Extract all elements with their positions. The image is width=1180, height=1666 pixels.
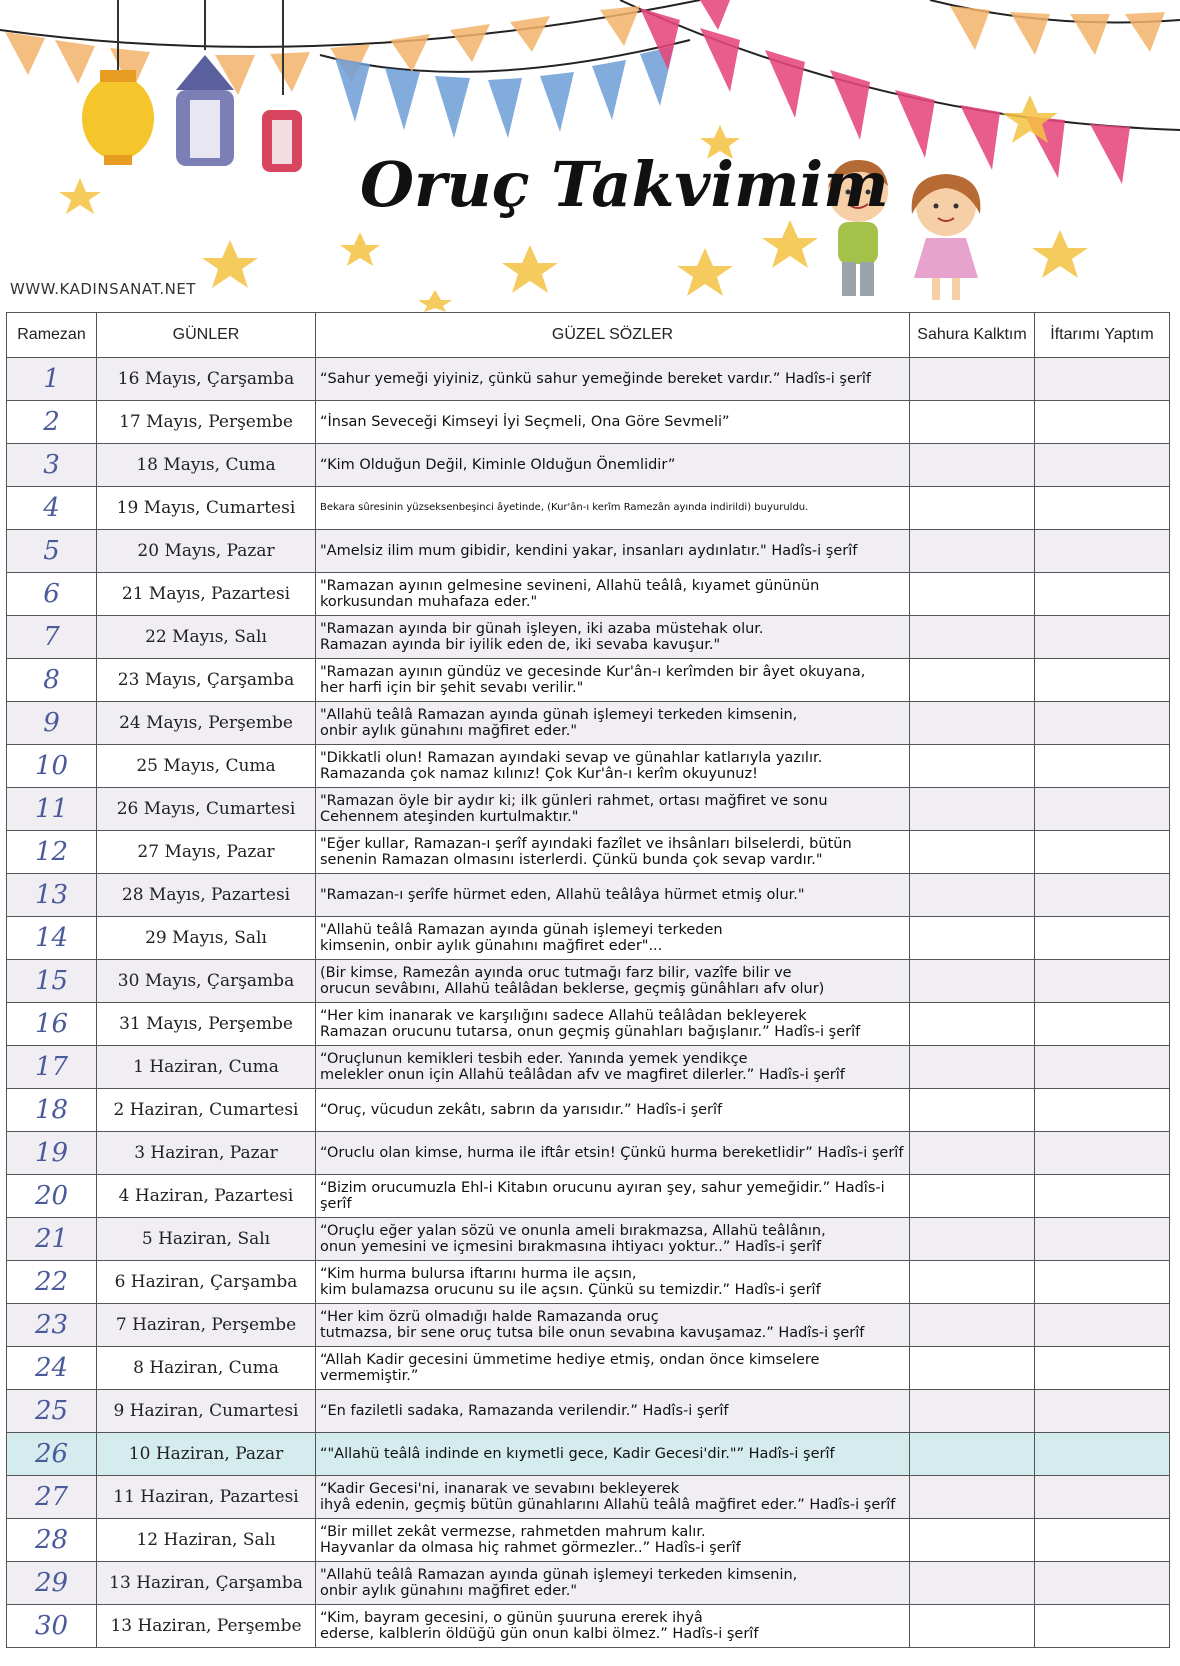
day-number: 17 bbox=[7, 1046, 97, 1089]
day-number: 6 bbox=[7, 573, 97, 616]
quote-cell: "Allahü teâlâ Ramazan ayında günah işlemeyi terkeden kimsenin, onbir aylık günahını mağfiret eder." bbox=[316, 702, 910, 745]
date-cell: 6 Haziran, Çarşamba bbox=[97, 1261, 316, 1304]
day-number: 8 bbox=[7, 659, 97, 702]
sahur-checkbox-cell[interactable] bbox=[910, 1046, 1035, 1089]
iftar-checkbox-cell[interactable] bbox=[1035, 444, 1170, 487]
date-cell: 27 Mayıs, Pazar bbox=[97, 831, 316, 874]
sahur-checkbox-cell[interactable] bbox=[910, 1089, 1035, 1132]
day-number: 19 bbox=[7, 1132, 97, 1175]
quote-cell: “Kim hurma bulursa iftarını hurma ile açsın, kim bulamazsa orucunu su ile açsın. Çünkü su temizdir.” Hadîs-i şerîf bbox=[316, 1261, 910, 1304]
day-number: 9 bbox=[7, 702, 97, 745]
day-number: 16 bbox=[7, 1003, 97, 1046]
sahur-checkbox-cell[interactable] bbox=[910, 1605, 1035, 1648]
table-row bbox=[7, 1218, 1170, 1261]
date-cell: 30 Mayıs, Çarşamba bbox=[97, 960, 316, 1003]
day-number: 29 bbox=[7, 1562, 97, 1605]
day-number: 23 bbox=[7, 1304, 97, 1347]
quote-cell: “Oruç, vücudun zekâtı, sabrın da yarısıdır.” Hadîs-i şerîf bbox=[316, 1089, 910, 1132]
sahur-checkbox-cell[interactable] bbox=[910, 702, 1035, 745]
day-number: 14 bbox=[7, 917, 97, 960]
date-cell: 20 Mayıs, Pazar bbox=[97, 530, 316, 573]
sahur-checkbox-cell[interactable] bbox=[910, 530, 1035, 573]
iftar-checkbox-cell[interactable] bbox=[1035, 530, 1170, 573]
sahur-checkbox-cell[interactable] bbox=[910, 1304, 1035, 1347]
day-number: 30 bbox=[7, 1605, 97, 1648]
table-row bbox=[7, 616, 1170, 659]
quote-cell: Bekara sûresinin yüzseksenbeşinci âyetinde, (Kur'ân-ı kerîm Ramezân ayında indirildi) buyuruldu. bbox=[316, 487, 910, 530]
iftar-checkbox-cell[interactable] bbox=[1035, 1089, 1170, 1132]
header-iftar: İftarımı Yaptım bbox=[1035, 313, 1170, 358]
sahur-checkbox-cell[interactable] bbox=[910, 745, 1035, 788]
iftar-checkbox-cell[interactable] bbox=[1035, 358, 1170, 401]
iftar-checkbox-cell[interactable] bbox=[1035, 1605, 1170, 1648]
date-cell: 7 Haziran, Perşembe bbox=[97, 1304, 316, 1347]
sahur-checkbox-cell[interactable] bbox=[910, 917, 1035, 960]
date-cell: 28 Mayıs, Pazartesi bbox=[97, 874, 316, 917]
iftar-checkbox-cell[interactable] bbox=[1035, 960, 1170, 1003]
header-ramazan: Ramezan bbox=[7, 313, 97, 358]
iftar-checkbox-cell[interactable] bbox=[1035, 788, 1170, 831]
quote-cell: “Oruçlunun kemikleri tesbih eder. Yanında yemek yendikçe melekler onun için Allahü teâlâdan afv ve magfiret dilerler.” Hadîs-i şerîf bbox=[316, 1046, 910, 1089]
quote-cell: “İnsan Seveceği Kimseyi İyi Seçmeli, Ona Göre Sevmeli” bbox=[316, 401, 910, 444]
table-row bbox=[7, 1261, 1170, 1304]
table-row bbox=[7, 1046, 1170, 1089]
table-row bbox=[7, 1562, 1170, 1605]
sahur-checkbox-cell[interactable] bbox=[910, 1562, 1035, 1605]
iftar-checkbox-cell[interactable] bbox=[1035, 917, 1170, 960]
iftar-checkbox-cell[interactable] bbox=[1035, 745, 1170, 788]
day-number: 7 bbox=[7, 616, 97, 659]
date-cell: 18 Mayıs, Cuma bbox=[97, 444, 316, 487]
day-number: 20 bbox=[7, 1175, 97, 1218]
iftar-checkbox-cell[interactable] bbox=[1035, 1476, 1170, 1519]
sahur-checkbox-cell[interactable] bbox=[910, 1132, 1035, 1175]
calendar-body bbox=[7, 358, 1170, 1648]
iftar-checkbox-cell[interactable] bbox=[1035, 1433, 1170, 1476]
quote-cell: "Ramazan ayının gündüz ve gecesinde Kur'ân-ı kerîmden bir âyet okuyana, her harfi için bir şehit sevabı verilir." bbox=[316, 659, 910, 702]
date-cell: 21 Mayıs, Pazartesi bbox=[97, 573, 316, 616]
table-row bbox=[7, 1132, 1170, 1175]
table-row bbox=[7, 444, 1170, 487]
table-row bbox=[7, 1476, 1170, 1519]
day-number: 27 bbox=[7, 1476, 97, 1519]
date-cell: 2 Haziran, Cumartesi bbox=[97, 1089, 316, 1132]
iftar-checkbox-cell[interactable] bbox=[1035, 659, 1170, 702]
quote-cell: "Ramazan öyle bir aydır ki; ilk günleri rahmet, ortası mağfiret ve sonu Cehennem ateşinden kurtulmaktır." bbox=[316, 788, 910, 831]
day-number: 3 bbox=[7, 444, 97, 487]
iftar-checkbox-cell[interactable] bbox=[1035, 487, 1170, 530]
date-cell: 19 Mayıs, Cumartesi bbox=[97, 487, 316, 530]
quote-cell: "Ramazan ayının gelmesine sevineni, Allahü teâlâ, kıyamet gününün korkusundan muhafaza eder." bbox=[316, 573, 910, 616]
iftar-checkbox-cell[interactable] bbox=[1035, 1175, 1170, 1218]
quote-cell: “Kadir Gecesi'ni, inanarak ve sevabını bekleyerek ihyâ edenin, geçmiş bütün günahlarını Allahü teâlâ mağfiret eder.” Hadîs-i şerîf bbox=[316, 1476, 910, 1519]
sahur-checkbox-cell[interactable] bbox=[910, 573, 1035, 616]
quote-cell: “En faziletli sadaka, Ramazanda verilendir.” Hadîs-i şerîf bbox=[316, 1390, 910, 1433]
sahur-checkbox-cell[interactable] bbox=[910, 358, 1035, 401]
quote-cell: “Allah Kadir gecesini ümmetime hediye etmiş, ondan önce kimselere vermemiştir.” bbox=[316, 1347, 910, 1390]
table-row bbox=[7, 487, 1170, 530]
date-cell: 9 Haziran, Cumartesi bbox=[97, 1390, 316, 1433]
table-row bbox=[7, 1089, 1170, 1132]
date-cell: 3 Haziran, Pazar bbox=[97, 1132, 316, 1175]
quote-cell: “Oruçlu eğer yalan sözü ve onunla ameli bırakmazsa, Allahü teâlânın, onun yemesini ve içmesini bırakmasına ihtiyacı yoktur..” Hadîs-i şerîf bbox=[316, 1218, 910, 1261]
day-number: 26 bbox=[7, 1433, 97, 1476]
day-number: 25 bbox=[7, 1390, 97, 1433]
date-cell: 13 Haziran, Çarşamba bbox=[97, 1562, 316, 1605]
iftar-checkbox-cell[interactable] bbox=[1035, 1390, 1170, 1433]
iftar-checkbox-cell[interactable] bbox=[1035, 1218, 1170, 1261]
table-row bbox=[7, 874, 1170, 917]
iftar-checkbox-cell[interactable] bbox=[1035, 573, 1170, 616]
quote-cell: “Kim, bayram gecesini, o günün şuuruna ererek ihyâ ederse, kalblerin öldüğü gün onun kalbi ölmez.” Hadîs-i şerîf bbox=[316, 1605, 910, 1648]
date-cell: 22 Mayıs, Salı bbox=[97, 616, 316, 659]
header-row bbox=[7, 313, 1170, 358]
date-cell: 4 Haziran, Pazartesi bbox=[97, 1175, 316, 1218]
date-cell: 8 Haziran, Cuma bbox=[97, 1347, 316, 1390]
calendar-table bbox=[6, 312, 1170, 1648]
date-cell: 11 Haziran, Pazartesi bbox=[97, 1476, 316, 1519]
sahur-checkbox-cell[interactable] bbox=[910, 659, 1035, 702]
date-cell: 5 Haziran, Salı bbox=[97, 1218, 316, 1261]
iftar-checkbox-cell[interactable] bbox=[1035, 874, 1170, 917]
date-cell: 26 Mayıs, Cumartesi bbox=[97, 788, 316, 831]
date-cell: 1 Haziran, Cuma bbox=[97, 1046, 316, 1089]
sahur-checkbox-cell[interactable] bbox=[910, 831, 1035, 874]
quote-cell: “Sahur yemeği yiyiniz, çünkü sahur yemeğinde bereket vardır.” Hadîs-i şerîf bbox=[316, 358, 910, 401]
table-row bbox=[7, 745, 1170, 788]
day-number: 5 bbox=[7, 530, 97, 573]
date-cell: 12 Haziran, Salı bbox=[97, 1519, 316, 1562]
table-row bbox=[7, 1003, 1170, 1046]
table-row bbox=[7, 659, 1170, 702]
table-row bbox=[7, 573, 1170, 616]
quote-cell: "Dikkatli olun! Ramazan ayındaki sevap ve günahlar katlarıyla yazılır. Ramazanda çok namaz kılınız! Çok Kur'ân-ı kerîm okuyunuz! bbox=[316, 745, 910, 788]
iftar-checkbox-cell[interactable] bbox=[1035, 1519, 1170, 1562]
day-number: 28 bbox=[7, 1519, 97, 1562]
quote-cell: “Her kim inanarak ve karşılığını sadece Allahü teâlâdan bekleyerek Ramazan orucunu tutarsa, onun geçmiş günahları bağışlanır.” Hadîs-i şerîf bbox=[316, 1003, 910, 1046]
sahur-checkbox-cell[interactable] bbox=[910, 1476, 1035, 1519]
header-gunler: GÜNLER bbox=[97, 313, 316, 358]
quote-cell: “Bir millet zekât vermezse, rahmetden mahrum kalır. Hayvanlar da olmasa hiç rahmet görmezler..” Hadîs-i şerîf bbox=[316, 1519, 910, 1562]
page-title: Oruç Takvimim bbox=[360, 148, 889, 221]
day-number: 24 bbox=[7, 1347, 97, 1390]
quote-cell: “Kim Olduğun Değil, Kiminle Olduğun Önemlidir” bbox=[316, 444, 910, 487]
iftar-checkbox-cell[interactable] bbox=[1035, 1261, 1170, 1304]
table-row bbox=[7, 1519, 1170, 1562]
date-cell: 25 Mayıs, Cuma bbox=[97, 745, 316, 788]
sahur-checkbox-cell[interactable] bbox=[910, 1261, 1035, 1304]
sahur-checkbox-cell[interactable] bbox=[910, 1519, 1035, 1562]
table-row bbox=[7, 530, 1170, 573]
quote-cell: "Eğer kullar, Ramazan-ı şerîf ayındaki fazîlet ve ihsânları bilselerdi, bütün senenin Ramazan olmasını isterlerdi. Çünkü bunda çok sevap vardır." bbox=[316, 831, 910, 874]
date-cell: 17 Mayıs, Perşembe bbox=[97, 401, 316, 444]
sahur-checkbox-cell[interactable] bbox=[910, 788, 1035, 831]
iftar-checkbox-cell[interactable] bbox=[1035, 1304, 1170, 1347]
iftar-checkbox-cell[interactable] bbox=[1035, 702, 1170, 745]
quote-cell: “Oruclu olan kimse, hurma ile iftâr etsin! Çünkü hurma bereketlidir” Hadîs-i şerîf bbox=[316, 1132, 910, 1175]
date-cell: 29 Mayıs, Salı bbox=[97, 917, 316, 960]
date-cell: 10 Haziran, Pazar bbox=[97, 1433, 316, 1476]
sahur-checkbox-cell[interactable] bbox=[910, 487, 1035, 530]
sahur-checkbox-cell[interactable] bbox=[910, 1003, 1035, 1046]
sahur-checkbox-cell[interactable] bbox=[910, 616, 1035, 659]
iftar-checkbox-cell[interactable] bbox=[1035, 1046, 1170, 1089]
table-row bbox=[7, 1304, 1170, 1347]
iftar-checkbox-cell[interactable] bbox=[1035, 1347, 1170, 1390]
iftar-checkbox-cell[interactable] bbox=[1035, 831, 1170, 874]
header-banner bbox=[0, 0, 1180, 312]
sahur-checkbox-cell[interactable] bbox=[910, 1390, 1035, 1433]
quote-cell: "Ramazan-ı şerîfe hürmet eden, Allahü teâlâya hürmet etmiş olur." bbox=[316, 874, 910, 917]
day-number: 22 bbox=[7, 1261, 97, 1304]
day-number: 1 bbox=[7, 358, 97, 401]
quote-cell: “"Allahü teâlâ indinde en kıymetli gece, Kadir Gecesi'dir."” Hadîs-i şerîf bbox=[316, 1433, 910, 1476]
table-row bbox=[7, 702, 1170, 745]
sahur-checkbox-cell[interactable] bbox=[910, 401, 1035, 444]
day-number: 10 bbox=[7, 745, 97, 788]
date-cell: 16 Mayıs, Çarşamba bbox=[97, 358, 316, 401]
table-row bbox=[7, 960, 1170, 1003]
day-number: 15 bbox=[7, 960, 97, 1003]
sahur-checkbox-cell[interactable] bbox=[910, 1175, 1035, 1218]
iftar-checkbox-cell[interactable] bbox=[1035, 401, 1170, 444]
table-row bbox=[7, 831, 1170, 874]
day-number: 4 bbox=[7, 487, 97, 530]
quote-cell: "Allahü teâlâ Ramazan ayında günah işlemeyi terkeden kimsenin, onbir aylık günahını mağfiret eder." bbox=[316, 1562, 910, 1605]
sahur-checkbox-cell[interactable] bbox=[910, 960, 1035, 1003]
table-row bbox=[7, 917, 1170, 960]
sahur-checkbox-cell[interactable] bbox=[910, 874, 1035, 917]
quote-cell: “Her kim özrü olmadığı halde Ramazanda oruç tutmazsa, bir sene oruç tutsa bile onun sevabına kavuşamaz.” Hadîs-i şerîf bbox=[316, 1304, 910, 1347]
iftar-checkbox-cell[interactable] bbox=[1035, 1003, 1170, 1046]
iftar-checkbox-cell[interactable] bbox=[1035, 616, 1170, 659]
day-number: 21 bbox=[7, 1218, 97, 1261]
quote-cell: "Amelsiz ilim mum gibidir, kendini yakar, insanları aydınlatır." Hadîs-i şerîf bbox=[316, 530, 910, 573]
table-row bbox=[7, 1347, 1170, 1390]
date-cell: 31 Mayıs, Perşembe bbox=[97, 1003, 316, 1046]
table-row bbox=[7, 358, 1170, 401]
quote-cell: (Bir kimse, Ramezân ayında oruc tutmağı farz bilir, vazîfe bilir ve orucun sevâbını, Allahü teâlâdan beklerse, geçmiş günâhları afv olur) bbox=[316, 960, 910, 1003]
table-row bbox=[7, 1605, 1170, 1648]
table-row bbox=[7, 1390, 1170, 1433]
quote-cell: "Allahü teâlâ Ramazan ayında günah işlemeyi terkeden kimsenin, onbir aylık günahını mağfiret eder"... bbox=[316, 917, 910, 960]
iftar-checkbox-cell[interactable] bbox=[1035, 1562, 1170, 1605]
table-row bbox=[7, 788, 1170, 831]
sahur-checkbox-cell[interactable] bbox=[910, 1347, 1035, 1390]
date-cell: 13 Haziran, Perşembe bbox=[97, 1605, 316, 1648]
header-sahur: Sahura Kalktım bbox=[910, 313, 1035, 358]
sahur-checkbox-cell[interactable] bbox=[910, 1433, 1035, 1476]
day-number: 13 bbox=[7, 874, 97, 917]
iftar-checkbox-cell[interactable] bbox=[1035, 1132, 1170, 1175]
table-row bbox=[7, 401, 1170, 444]
table-row bbox=[7, 1175, 1170, 1218]
day-number: 2 bbox=[7, 401, 97, 444]
table-row bbox=[7, 1433, 1170, 1476]
girl-illustration bbox=[912, 174, 981, 300]
day-number: 11 bbox=[7, 788, 97, 831]
sahur-checkbox-cell[interactable] bbox=[910, 1218, 1035, 1261]
date-cell: 23 Mayıs, Çarşamba bbox=[97, 659, 316, 702]
website-label: WWW.KADINSANAT.NET bbox=[10, 280, 196, 298]
sahur-checkbox-cell[interactable] bbox=[910, 444, 1035, 487]
quote-cell: "Ramazan ayında bir günah işleyen, iki azaba müstehak olur. Ramazan ayında bir iyilik eden de, iki sevaba kavuşur." bbox=[316, 616, 910, 659]
day-number: 18 bbox=[7, 1089, 97, 1132]
header-sozler: GÜZEL SÖZLER bbox=[316, 313, 910, 358]
day-number: 12 bbox=[7, 831, 97, 874]
quote-cell: “Bizim orucumuzla Ehl-i Kitabın orucunu ayıran şey, sahur yemeğidir.” Hadîs-i şerîf bbox=[316, 1175, 910, 1218]
date-cell: 24 Mayıs, Perşembe bbox=[97, 702, 316, 745]
